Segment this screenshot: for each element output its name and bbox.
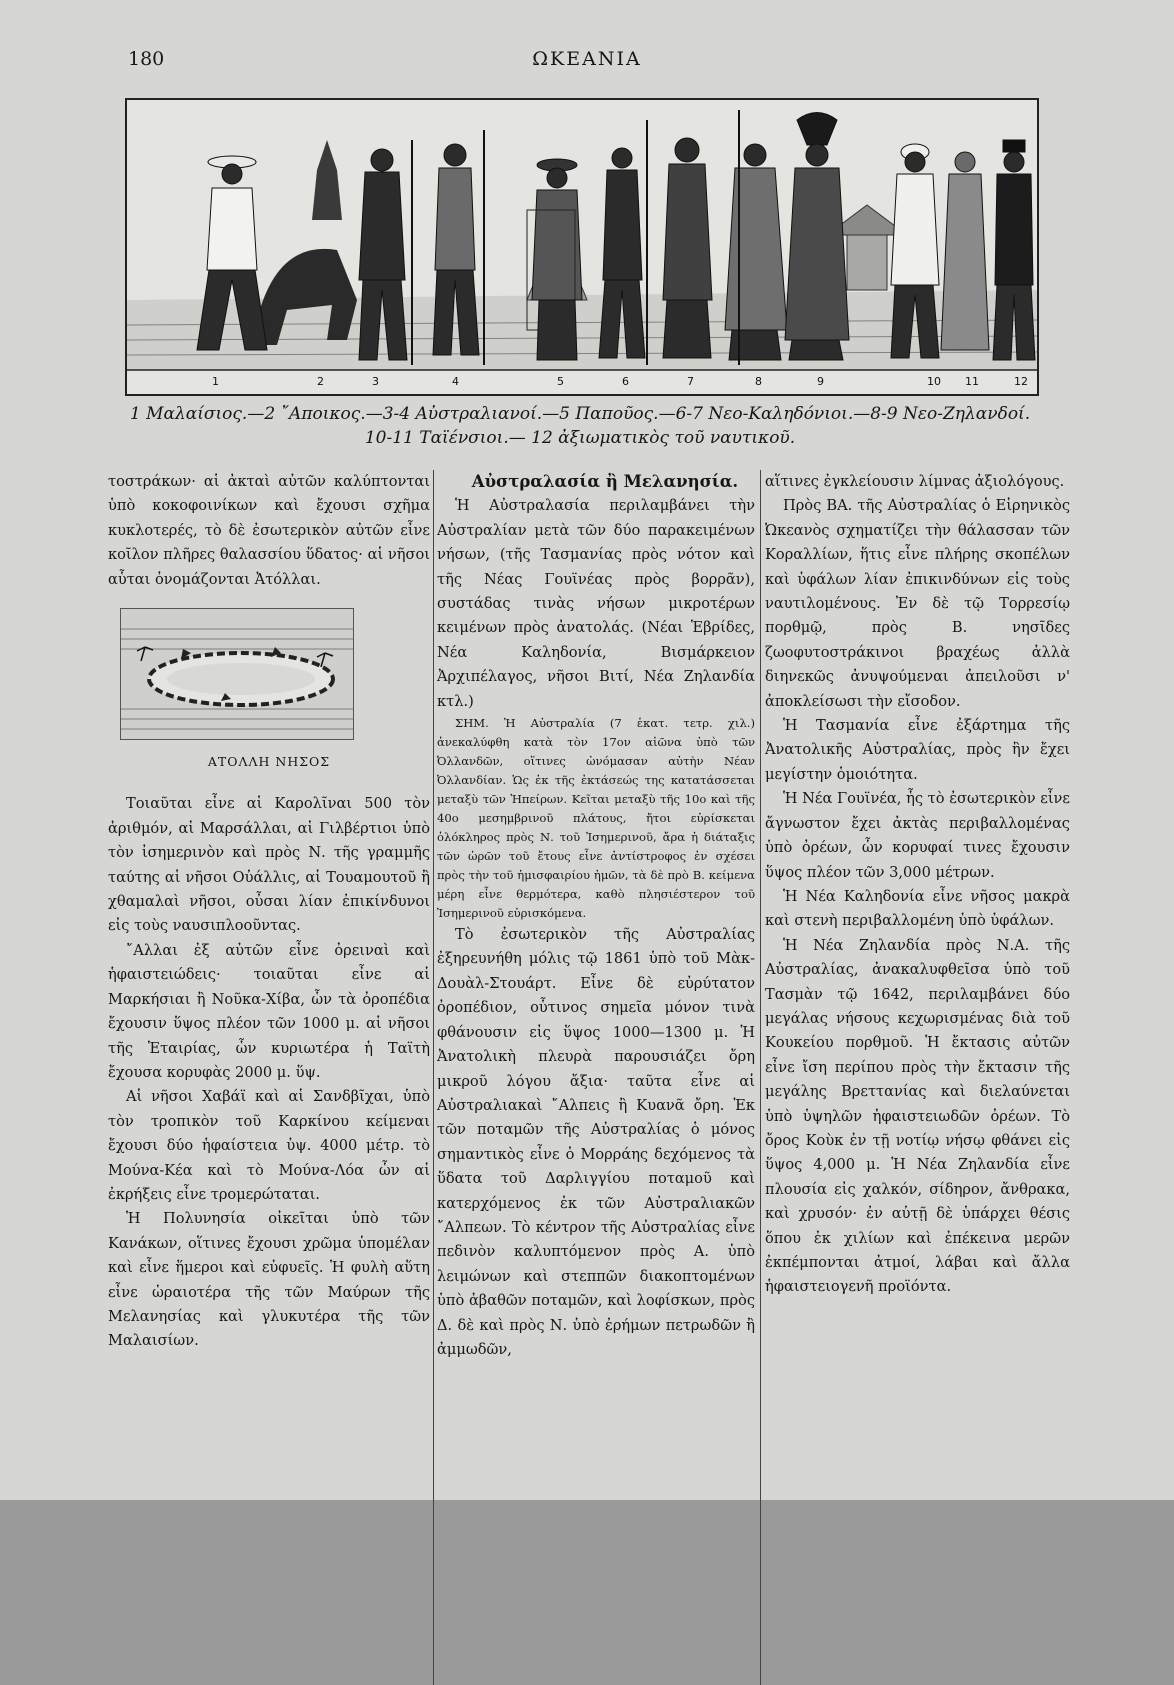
paragraph: Ἡ Αὐστραλασία περιλαμβάνει τὴν Αὐστραλίαν μετὰ τῶν δύο παρακειμένων νήσων, (τῆς Τασμανίας πρὸς νότον καὶ τῆς Νέας Γουϊνέας πρὸς βορρᾶν), συστάδας τινὰς νήσων μικροτέρων κειμένων πρὸς ἀνατολάς. (Νέαι Ἑβρίδες, Νέα Καληδονία, Βισμάρκειον Ἀρχιπέλαγος, νῆσοι Βιτί, Νέα Ζηλανδία κτλ.) [437,497,755,710]
paragraph: Τὸ ἐσωτερικὸν τῆς Αὐστραλίας ἐξηρευνήθη μόλις τῷ 1861 ὑπὸ τοῦ Μὰκ-Δουὰλ-Στουάρτ. Εἶνε δὲ εὐρύτατον ὀροπέδιον, οὗτινος σημεῖα μόνον τινὰ φθάνουσιν εἰς ὕψος 1000—1300 μ. Ἡ Ἀνατολικὴ πλευρὰ παρουσιάζει ὄρη μικροῦ λόγου ἄξια· ταῦτα εἶνε αἱ Αὐστραλιακαὶ ῎Αλπεις ἢ Κυανᾶ ὄρη. Ἐκ τῶν ποταμῶν τῆς Αὐστραλίας ὁ μόνος σημαντικὸς εἶνε ὁ Μορράης δεχόμενος τὰ ὕδατα τοῦ Δαρλιγγίου ποταμοῦ καὶ κατερχόμενος ἐκ τῶν Αὐστραλιακῶν ῎Αλπεων. Τὸ κέντρον τῆς Αὐστραλίας εἶνε πεδινὸν καλυπτόμενον πρὸς Α. ὑπὸ λειμώνων καὶ στεππῶν διακοπτομένων ὑπὸ ἀβαθῶν ποταμῶν, καὶ λοφίσκων, πρὸς Δ. δὲ καὶ πρὸς Ν. ὑπὸ ἐρήμων πετρωδῶν ἢ ἀμμωδῶν, [437,926,755,1358]
caption-line-2: 10-11 Ταϊένσιοι.— 12 ἀξιωματικὸς τοῦ ναυτικοῦ. [364,428,796,448]
column-rule-1 [433,470,434,1685]
figure-caption [125,402,1035,450]
figure-number-label: 2 [317,375,324,388]
page-number: 180 [128,48,165,70]
ethnographic-engraving [125,98,1039,396]
column-middle [437,470,755,1362]
paragraph: Ἡ Νέα Γουϊνέα, ἧς τὸ ἐσωτερικὸν εἶνε ἄγνωστον ἔχει ἀκτὰς περιβαλλομένας ὑπὸ ὀρέων, ὧν κορυφαί τινες ἔχουσιν ὕψος πλέον τῶν 3,000 μέτρων. [765,790,1070,881]
figure-number-label: 9 [817,375,824,388]
caption-line-1: 1 Μαλαίσιος.—2 ῎Αποικος.—3-4 Αὐστραλιανοί.—5 Παποῦος.—6-7 Νεο-Καληδόνιοι.—8-9 Νεο-Ζηλανδοί. [129,404,1031,424]
running-title: ΩΚΕΑΝΙΑ [532,48,642,70]
paragraph: ῎Αλλαι ἐξ αὐτῶν εἶνε ὀρειναὶ καὶ ἡφαιστειώδεις· τοιαῦται εἶνε αἱ Μαρκήσιαι ἢ Νοῦκα-Χίβα, ὧν τὰ ὀροπέδια ἔχουσιν ὕψος πλέον τῶν 1000 μ. αἱ νῆσοι τῆς Ἑταιρίας, ὧν κυριωτέρα ἡ Ταϊτὴ ἔχουσα κορυφὰς 2000 μ. ὕψ. [108,941,430,1081]
page-header [0,48,1174,78]
paragraph: Ἡ Νέα Ζηλανδία πρὸς Ν.Α. τῆς Αὐστραλίας, ἀνακαλυφθεῖσα ὑπὸ τοῦ Τασμὰν τῷ 1642, περιλαμβάνει δύο μεγάλας νήσους κεχωρισμένας διὰ τοῦ Κουκείου πορθμοῦ. Ἡ ἔκτασις αὐτῶν εἶνε ἴση περίπου πρὸς τὴν ἔκτασιν τῆς μεγάλης Βρεττανίας καὶ διελαύνεται ὑπὸ ὑψηλῶν ἡφαιστειωδῶν ὀρέων. Τὸ ὄρος Κοὺκ ἐν τῇ νοτίῳ νήσῳ φθάνει εἰς ὕψος 4,000 μ. Ἡ Νέα Ζηλανδία εἶνε πλουσία εἰς χαλκόν, σίδηρον, ἄνθρακα, καὶ χρυσόν· ἐν αὐτῇ δὲ ὑπάρχει θέσις ὅπου ἐκ χιλίων καὶ ἐπέκεινα μερῶν ἐκπέμπονται ἀτμοί, λάβαι καὶ ἄλλα ἡφαιστειογενῆ προϊόντα. [765,936,1070,1296]
paragraph: Αἱ νῆσοι Χαβάϊ καὶ αἱ Σανδβῖχαι, ὑπὸ τὸν τροπικὸν τοῦ Καρκίνου κείμεναι ἔχουσι δύο ἡφαίστεια ὑψ. 4000 μέτρ. τὸ Μούνα-Κέα καὶ τὸ Μούνα-Λόα ὧν αἱ ἐκρήξεις εἶνε τρομερώταται. [108,1088,430,1203]
figure-number-label: 6 [622,375,629,388]
figure-number-label: 1 [212,375,219,388]
figure-number-label: 10 [927,375,941,388]
paragraph: Ἡ Τασμανία εἶνε ἐξάρτημα τῆς Ἀνατολικῆς Αὐστραλίας, πρὸς ἣν ἔχει μεγίστην ὁμοιότητα. [765,717,1070,783]
figure-number-label: 12 [1014,375,1028,388]
figure-number-label: 7 [687,375,694,388]
paragraph: Τοιαῦται εἶνε αἱ Καρολῖναι 500 τὸν ἀριθμόν, αἱ Μαρσάλλαι, αἱ Γιλβέρτιοι ὑπὸ τὸν ἰσημερινὸν καὶ πρὸς Ν. τῆς γραμμῆς ταύτης αἱ νῆσοι Οὐάλλις, αἱ Τουαμουτοῦ ἢ χθαμαλαὶ νῆσοι, οὖσαι λίαν ἐπικίνδυνοι εἰς τοὺς ναυσιπλοοῦντας. [108,795,430,935]
figure-number-label: 11 [965,375,979,388]
paragraph: Ἡ Πολυνησία οἰκεῖται ὑπὸ τῶν Κανάκων, οἵτινες ἔχουσι χρῶμα ὑπομέλαν καὶ εἶνε ἥμεροι καὶ εὐφυεῖς. Ἡ φυλὴ αὕτη εἶνε ὡραιοτέρα τῆς τῶν Μαύρων τῆς Μελανησίας καὶ γλυκυτέρα τῆς τῶν Μαλαισίων. [108,1210,430,1350]
paragraph: τοστράκων· αἱ ἀκταὶ αὐτῶν καλύπτονται ὑπὸ κοκοφοινίκων καὶ ἔχουσι σχῆμα κυκλοτερές, τὸ δὲ ἐσωτερικὸν αὐτῶν εἶνε κοῖλον πλῆρες θαλασσίου ὕδατος· αἱ νῆσοι αὗται ὀνομάζονται Ἀτόλλαι. [108,473,430,588]
figure-number-label: 5 [557,375,564,388]
figure-number-label: 4 [452,375,459,388]
atoll-caption: ΑΤΟΛΛΗ ΝΗΣΟΣ [207,754,331,770]
column-rule-2 [760,470,761,1685]
paragraph: Ἡ Νέα Καληδονία εἶνε νῆσος μακρὰ καὶ στενὴ περιβαλλομένη ὑπὸ ὑφάλων. [765,887,1070,930]
figure-number-label: 8 [755,375,762,388]
section-heading: Αὐστραλασία ἢ Μελανησία. [471,472,739,491]
column-left [108,470,430,1354]
paragraph: Πρὸς ΒΑ. τῆς Αὐστραλίας ὁ Εἰρηνικὸς Ὠκεανὸς σχηματίζει τὴν θάλασσαν τῶν Κοραλλίων, ἥτις εἶνε πλήρης σκοπέλων καὶ ὑφάλων λίαν ἐπικινδύνων εἰς τοὺς ναυτιλομένους. Ἐν δὲ τῷ Τορρεσίῳ πορθμῷ, πρὸς Β. νησῖδες ζωοφυτοστράκινοι βραχέως ἀλλὰ διηνεκῶς ἀνυψούμεναι ἀπειλοῦσι ν' ἀποκλείσωσι τὴν εἴσοδον. [765,497,1070,710]
column-right [765,470,1070,1300]
paragraph: αἵτινες ἐγκλείουσιν λίμνας ἀξιολόγους. [765,473,1065,490]
figure-number-label: 3 [372,375,379,388]
footnote: ΣΗΜ. Ἡ Αὐστραλία (7 ἑκατ. τετρ. χιλ.) ἀνεκαλύφθη κατὰ τὸν 17ον αἰῶνα ὑπὸ τῶν Ὀλλανδῶν, οἵτινες ὠνόμασαν αὐτὴν Νέαν Ὀλλανδίαν. Ὡς ἐκ τῆς ἐκτάσεώς της κατατάσσεται μεταξὺ τῶν Ἠπείρων. Κεῖται μεταξὺ τῆς 10ο καὶ τῆς 40ο μεσημβρινοῦ πλάτους, ἤτοι εὑρίσκεται ὁλόκληρος πρὸς Ν. τοῦ Ἰσημερινοῦ, ἄρα ἡ διάταξις τῶν ὡρῶν τοῦ ἔτους εἶνε ἀντίστροφος ἐν σχέσει πρὸς τὴν τοῦ ἡμισφαιρίου ἡμῶν, τὰ δὲ πρὸ Β. κείμενα μέρη εἶνε θερμότερα, καθὸ πλησιέστερον τοῦ Ἰσημερινοῦ εὑρισκόμενα. [437,716,755,921]
atoll-illustration [120,608,354,740]
